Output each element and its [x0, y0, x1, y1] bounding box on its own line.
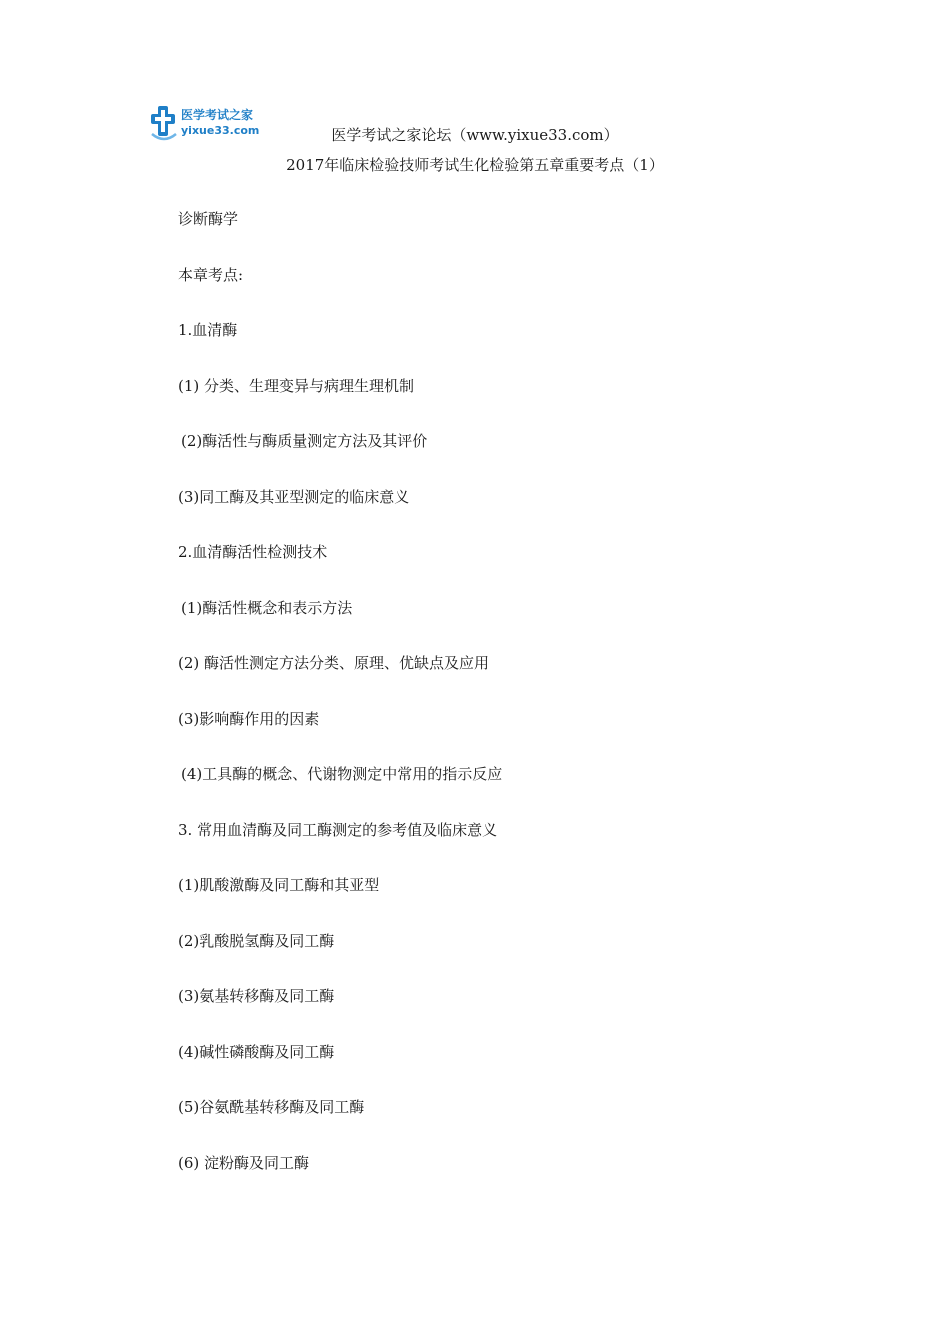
list-item: (2)乳酸脱氢酶及同工酶	[178, 931, 335, 950]
logo-name-cn: 医学考试之家	[181, 108, 254, 122]
logo-domain: yixue33.com	[181, 124, 260, 137]
document-title: 2017年临床检验技师考试生化检验第五章重要考点（1）	[286, 156, 664, 174]
list-item: (1)酶活性概念和表示方法	[181, 598, 353, 617]
list-item: (4)工具酶的概念、代谢物测定中常用的指示反应	[181, 765, 503, 783]
section-heading: 诊断酶学	[178, 210, 239, 228]
document-body	[178, 208, 858, 1207]
topic-heading: 3. 常用血清酶及同工酶测定的参考值及临床意义	[178, 820, 498, 839]
topic-heading: 1.血清酶	[178, 321, 238, 339]
list-item: (3)影响酶作用的因素	[178, 709, 320, 728]
list-item: (2) 酶活性测定方法分类、原理、优缺点及应用	[178, 654, 490, 672]
list-item: (1) 分类、生理变异与病理生理机制	[178, 376, 415, 395]
list-item: (4)碱性磷酸酶及同工酶	[178, 1042, 335, 1061]
list-item: (6) 淀粉酶及同工酶	[178, 1153, 310, 1172]
exam-points-label: 本章考点:	[178, 265, 244, 284]
list-item: (3)同工酶及其亚型测定的临床意义	[178, 487, 410, 506]
topic-heading: 2.血清酶活性检测技术	[178, 543, 328, 561]
list-item: (5)谷氨酰基转移酶及同工酶	[178, 1098, 365, 1116]
list-item: (1)肌酸激酶及同工酶和其亚型	[178, 876, 380, 894]
list-item: (2)酶活性与酶质量测定方法及其评价	[181, 432, 428, 450]
list-item: (3)氨基转移酶及同工酶	[178, 987, 335, 1005]
forum-header: 医学考试之家论坛（www.yixue33.com）	[331, 126, 619, 144]
